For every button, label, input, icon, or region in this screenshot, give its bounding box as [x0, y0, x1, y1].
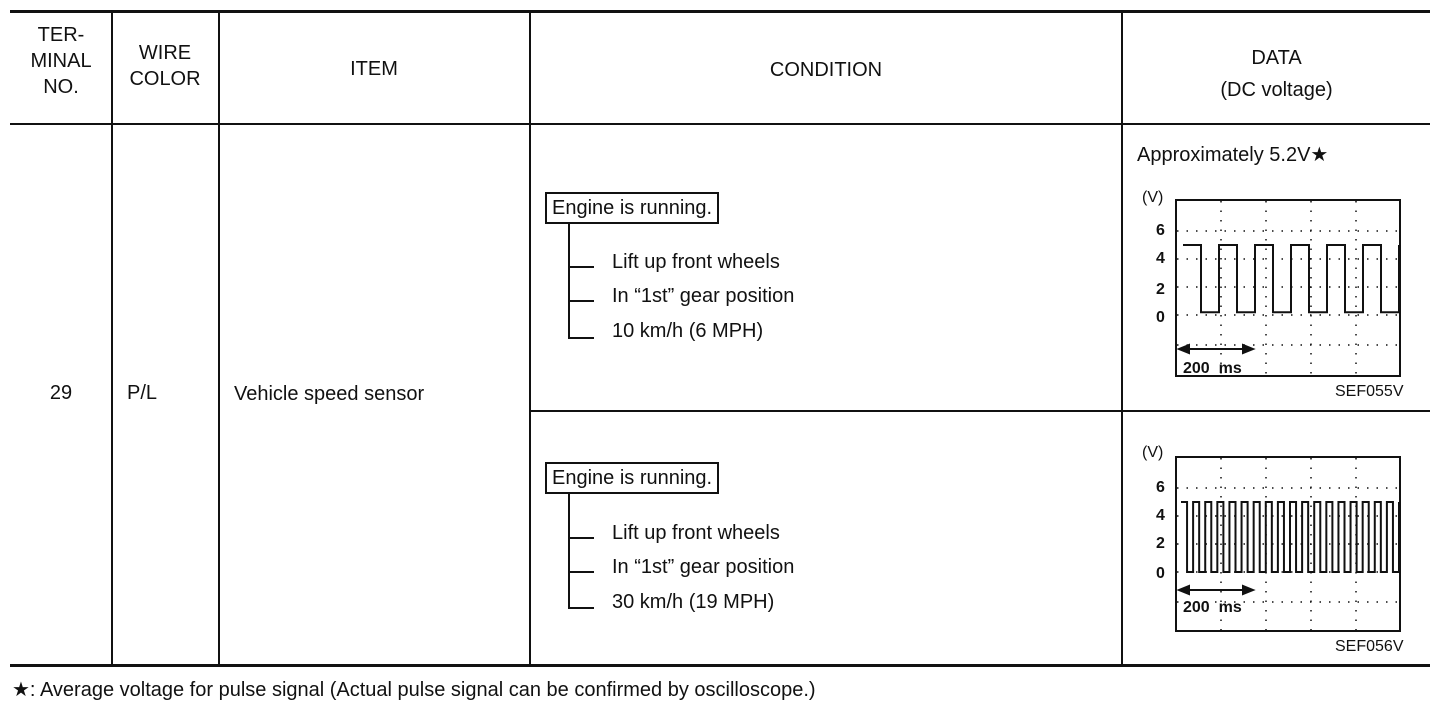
scope-2-ytick: 0	[1156, 565, 1165, 582]
scope-1-figure-id: SEF055V	[1335, 383, 1404, 400]
scope-2-figure-id: SEF056V	[1335, 638, 1404, 655]
condition-2-item: Lift up front wheels	[612, 522, 780, 544]
scope-1-waveform	[1183, 245, 1399, 312]
scope-2-ytick: 4	[1156, 507, 1165, 524]
scope-1-unit: (V)	[1142, 189, 1164, 206]
wire-color: P/L	[127, 382, 158, 404]
condition-2-item: 30 km/h (19 MPH)	[612, 591, 775, 613]
scope-2-time-label: 200 ms	[1183, 599, 1242, 616]
col-divider-4	[1121, 10, 1123, 666]
col-divider-2	[218, 10, 220, 666]
footnote: ★: Average voltage for pulse signal (Actual pulse signal can be confirmed by oscilloscope.)	[12, 679, 816, 701]
condition-2-tree-trunk	[568, 494, 570, 609]
scope-2-screen	[1175, 456, 1401, 632]
row-divider	[530, 410, 1430, 412]
scope-2-ytick: 6	[1156, 479, 1165, 496]
header-bottom-rule	[10, 123, 1430, 125]
scope-1-time-arrow	[1179, 345, 1253, 353]
scope-1-ytick: 0	[1156, 309, 1165, 326]
scope-1-ytick: 4	[1156, 250, 1165, 267]
oscilloscope-2	[1130, 440, 1430, 662]
scope-1-ytick: 2	[1156, 281, 1165, 298]
scope-2-ytick: 2	[1156, 535, 1165, 552]
oscilloscope-1	[1130, 185, 1430, 405]
col-divider-3	[529, 10, 531, 666]
scope-1-time-label: 200 ms	[1183, 360, 1242, 377]
header-data: DATA (DC voltage)	[1220, 47, 1333, 101]
condition-1-item: Lift up front wheels	[612, 251, 780, 273]
header-item: ITEM	[350, 58, 398, 80]
col-divider-1	[111, 10, 113, 666]
condition-1-tree-trunk	[568, 224, 570, 339]
condition-2-box: Engine is running.	[545, 462, 719, 494]
header-condition: CONDITION	[769, 59, 883, 81]
terminal-number: 29	[49, 382, 73, 404]
condition-2-item: In “1st” gear position	[612, 556, 795, 578]
header-terminal: TER- MINAL NO.	[30, 24, 92, 98]
item-name: Vehicle speed sensor	[234, 383, 425, 405]
scope-2-waveform	[1181, 502, 1399, 572]
scope-2-time-arrow	[1179, 586, 1253, 594]
scope-1-ytick: 6	[1156, 222, 1165, 239]
data-approx-voltage: Approximately 5.2V★	[1137, 144, 1329, 166]
scope-1-screen	[1175, 199, 1401, 377]
scope-2-unit: (V)	[1142, 444, 1164, 461]
condition-1-item: In “1st” gear position	[612, 285, 795, 307]
table-bottom-rule	[10, 664, 1430, 667]
condition-1-item: 10 km/h (6 MPH)	[612, 320, 764, 342]
condition-1-box: Engine is running.	[545, 192, 719, 224]
header-wire-color: WIRE COLOR	[129, 42, 201, 90]
table-top-rule	[10, 10, 1430, 13]
